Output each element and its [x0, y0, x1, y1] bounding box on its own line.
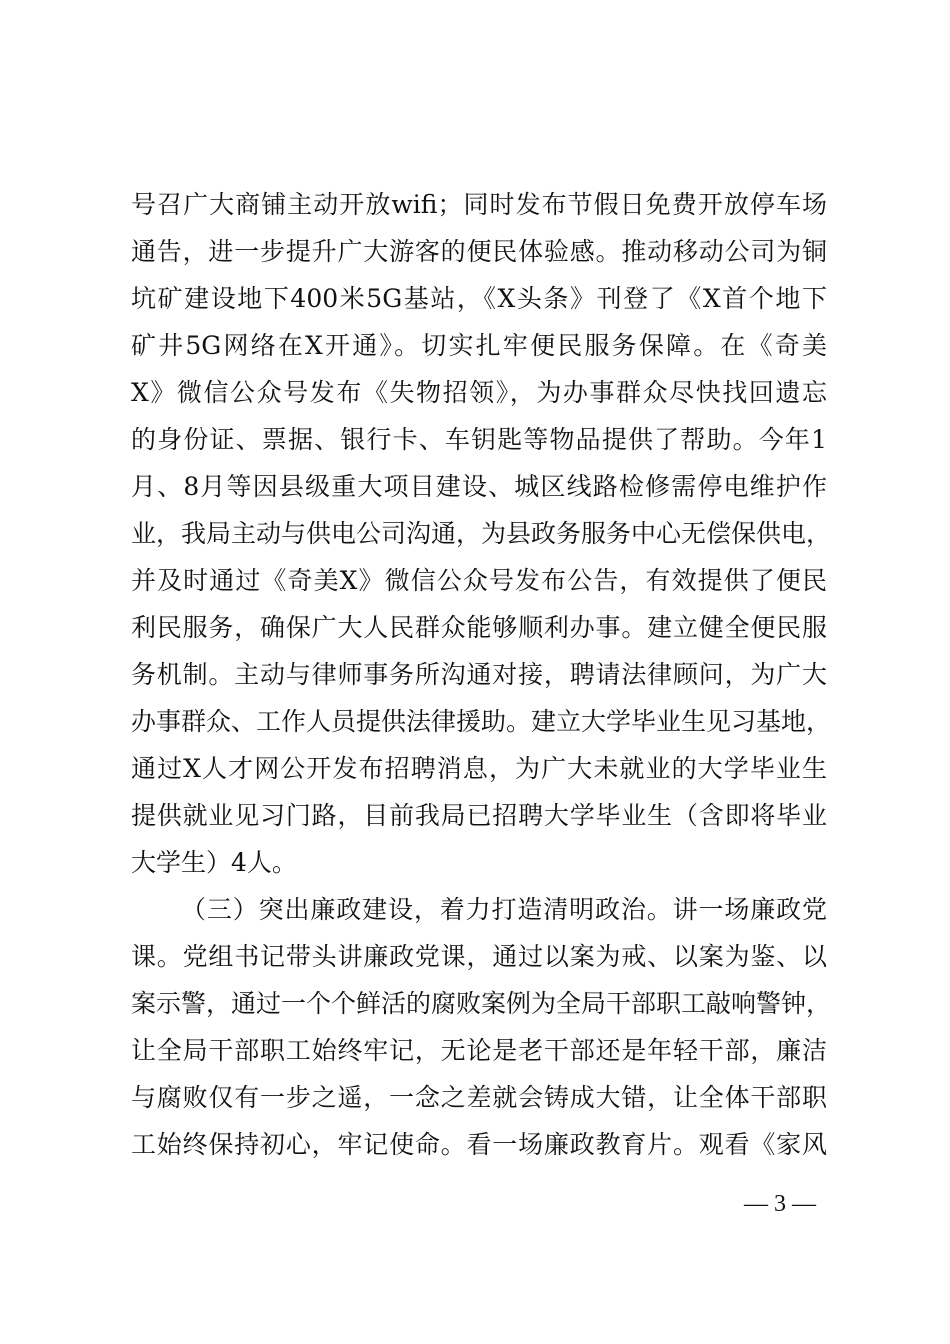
paragraph-1-line-1: 号召广大商铺主动开放wifi；同时发布节假日免费开放停车场 — [131, 190, 827, 219]
page-number: — 3 — — [744, 1191, 816, 1217]
paragraph-1-line-13: 通过X人才网公开发布招聘消息，为广大未就业的大学毕业生 — [131, 754, 827, 783]
paragraph-1-line-15: 大学生）4人。 — [131, 848, 297, 877]
paragraph-1-line-12: 办事群众、工作人员提供法律援助。建立大学毕业生见习基地， — [131, 707, 832, 736]
paragraph-1-line-5: X》微信公众号发布《失物招领》，为办事群众尽快找回遗忘 — [131, 378, 827, 407]
paragraph-2-line-5: 与腐败仅有一步之遥，一念之差就会铸成大错，让全体干部职 — [131, 1083, 827, 1112]
paragraph-1-line-10: 利民服务，确保广大人民群众能够顺利办事。建立健全便民服 — [131, 613, 827, 642]
paragraph-1-line-8: 业，我局主动与供电公司沟通，为县政务服务中心无偿保供电， — [131, 519, 832, 548]
paragraph-1-line-9: 并及时通过《奇美X》微信公众号发布公告，有效提供了便民 — [131, 566, 827, 595]
paragraph-2-line-6: 工始终保持初心，牢记使命。看一场廉政教育片。观看《家风 — [131, 1130, 827, 1159]
paragraph-1-line-11: 务机制。主动与律师事务所沟通对接，聘请法律顾问，为广大 — [131, 660, 827, 689]
paragraph-1-line-7: 月、8月等因县级重大项目建设、城区线路检修需停电维护作 — [131, 472, 827, 501]
paragraph-1-line-14: 提供就业见习门路，目前我局已招聘大学毕业生（含即将毕业 — [131, 801, 827, 830]
paragraph-2-line-2: 课。党组书记带头讲廉政党课，通过以案为戒、以案为鉴、以 — [131, 942, 827, 971]
paragraph-2-line-4: 让全局干部职工始终牢记，无论是老干部还是年轻干部，廉洁 — [131, 1036, 827, 1065]
paragraph-2-line-1: （三）突出廉政建设，着力打造清明政治。讲一场廉政党 — [181, 895, 827, 924]
paragraph-2-line-3: 案示警，通过一个个鲜活的腐败案例为全局干部职工敲响警钟， — [131, 989, 832, 1018]
paragraph-1-line-2: 通告，进一步提升广大游客的便民体验感。推动移动公司为铜 — [131, 237, 827, 266]
paragraph-1-line-6: 的身份证、票据、银行卡、车钥匙等物品提供了帮助。今年1 — [131, 425, 827, 454]
paragraph-1-line-4: 矿井5G网络在X开通》。切实扎牢便民服务保障。在《奇美 — [131, 331, 827, 360]
paragraph-1-line-3: 坑矿建设地下400米5G基站，《X头条》刊登了《X首个地下 — [131, 284, 827, 313]
